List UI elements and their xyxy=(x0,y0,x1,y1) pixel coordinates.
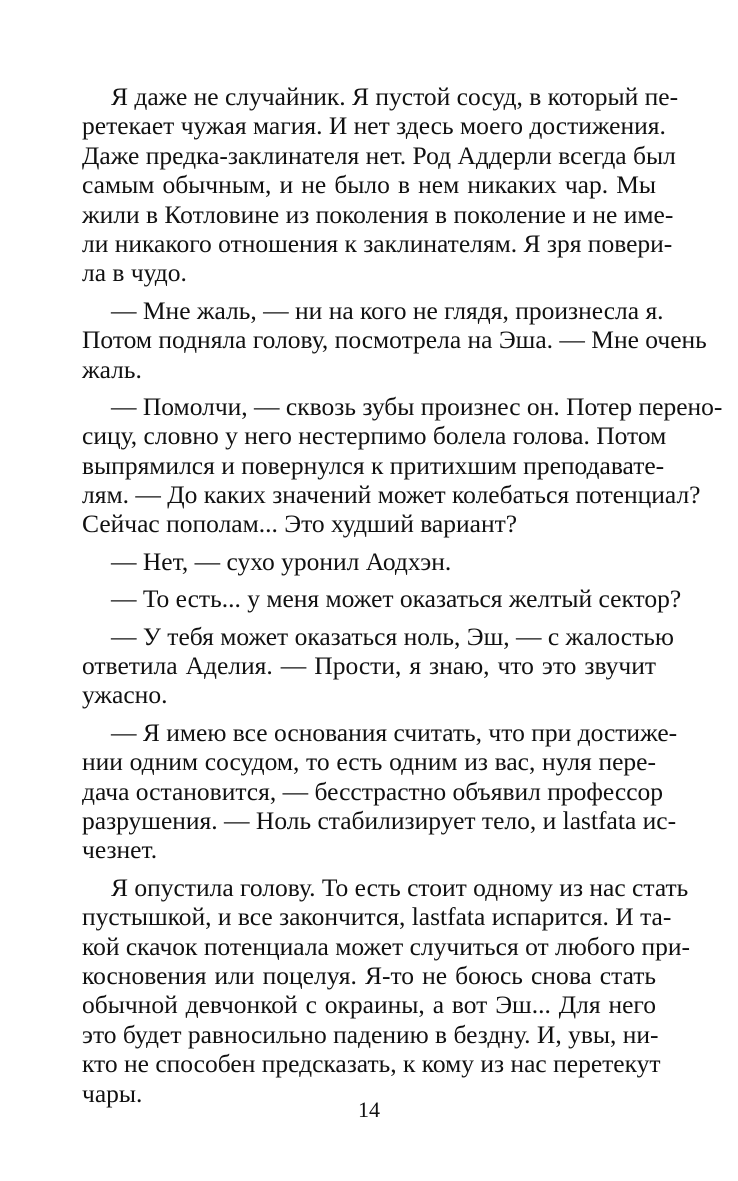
text-line: разрушения. — Ноль стабилизирует тело, и lastfata ис- xyxy=(82,805,677,835)
paragraph xyxy=(82,872,690,1108)
text-line: жаль. xyxy=(82,354,142,384)
paragraph xyxy=(82,391,723,539)
text-line: пустышкой, и все закончится, lastfata испарится. И та- xyxy=(82,902,672,932)
page-number: 14 xyxy=(358,1097,380,1122)
text-line: — Я имею все основания считать, что при достиже- xyxy=(111,717,678,747)
text-line: выпрямился и повернулся к притихшим преподавате- xyxy=(82,450,665,480)
paragraph xyxy=(82,717,678,865)
text-line: — У тебя может оказаться ноль, Эш, — с жалостью xyxy=(111,621,674,651)
text-line: обычной девчонкой с окраины, а вот Эш... Для него xyxy=(82,990,656,1020)
text-line: ужасно. xyxy=(82,680,168,710)
text-line: ответила Аделия. — Прости, я знаю, что это звучит xyxy=(82,651,656,681)
text-line: Я даже не случайник. Я пустой сосуд, в который пе- xyxy=(111,82,679,111)
text-line: кой скачок потенциала может случиться от любого при- xyxy=(82,931,690,961)
text-line: самым обычным, и не было в нем никаких чар. Мы xyxy=(82,170,656,200)
text-line: нии одним сосудом, то есть одним из вас, нуля пере- xyxy=(82,747,656,777)
text-line: это будет равносильно падению в бездну. И, увы, ни- xyxy=(82,1019,659,1049)
text-line: ли никакого отношения к заклинателям. Я зря повери- xyxy=(82,228,673,258)
paragraph xyxy=(82,295,707,384)
text-line: Потом подняла голову, посмотрела на Эша. — Мне очень xyxy=(82,325,707,355)
text-line: чары. xyxy=(82,1078,143,1108)
text-line: ла в чудо. xyxy=(82,258,187,288)
text-line: дача остановится, — бесстрастно объявил профессор xyxy=(82,776,664,806)
text-line: Я опустила голову. То есть стоит одному из нас стать xyxy=(111,872,689,902)
text-line: — Мне жаль, — ни на кого не глядя, произнесла я. xyxy=(111,295,664,325)
text-line: — Нет, — сухо уронил Аодхэн. xyxy=(111,546,452,576)
text-line: чезнет. xyxy=(82,835,158,865)
text-line: ретекает чужая магия. И нет здесь моего достижения. xyxy=(82,111,666,141)
text-line: — То есть... у меня может оказаться желтый сектор? xyxy=(111,584,682,614)
text-line: косновения или поцелуя. Я-то не боюсь снова стать xyxy=(82,960,656,990)
text-line: Даже предка-заклинателя нет. Род Аддерли всегда был xyxy=(82,140,676,170)
text-line: сицу, словно у него нестерпимо болела голова. Потом xyxy=(82,421,667,451)
paragraph xyxy=(82,547,656,576)
text-line: — Помолчи, — сквозь зубы произнес он. Потер перено- xyxy=(111,391,723,421)
text-line: лям. — До каких значений может колебаться потенциал? xyxy=(82,480,701,510)
text-line: кто не способен предсказать, к кому из нас перетекут xyxy=(82,1049,661,1079)
body-text xyxy=(82,82,723,1116)
paragraph xyxy=(82,82,679,288)
text-line: жили в Котловине из поколения в поколение и не име- xyxy=(82,199,674,229)
paragraph xyxy=(82,584,682,614)
text-line: Сейчас пополам... Это худший вариант? xyxy=(82,509,518,539)
paragraph xyxy=(82,621,674,710)
